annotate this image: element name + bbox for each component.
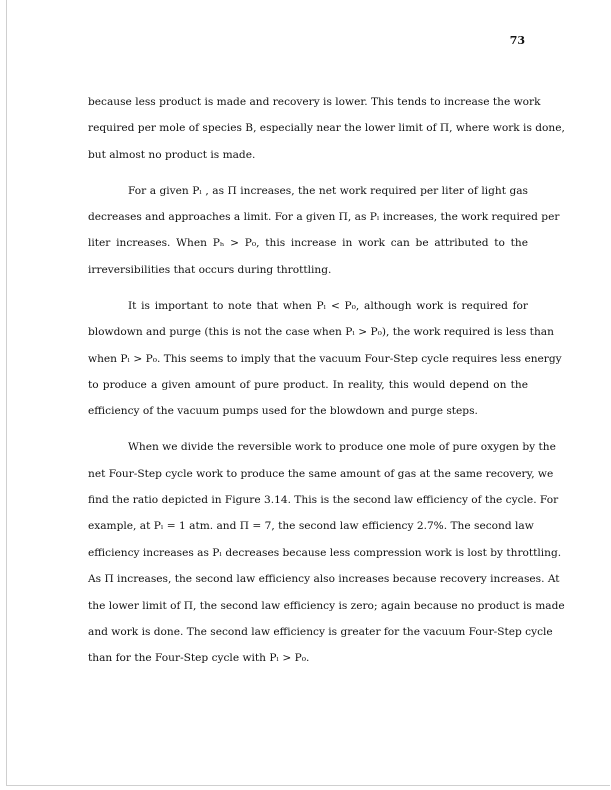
text-line: efficiency of the vacuum pumps used for the blowdown and purge steps. (88, 405, 478, 418)
text-line: required per mole of species B, especially near the lower limit of Π, where work is done, (88, 122, 565, 135)
text-line: when Pₗ > P₀. This seems to imply that the vacuum Four-Step cycle requires less energy (88, 352, 562, 365)
paragraph (88, 438, 565, 676)
text-line: irreversibilities that occurs during throttling. (88, 263, 332, 276)
text-line: It is important to note that when Pₗ < P₀, although work is required for (128, 299, 528, 312)
text-line: than for the Four-Step cycle with Pₗ > P₀. (88, 652, 310, 665)
text-line: As Π increases, the second law efficiency also increases because recovery increases. At (88, 573, 560, 586)
text-line: decreases and approaches a limit. For a given Π, as Pₗ increases, the work required per (88, 211, 560, 224)
text-line: find the ratio depicted in Figure 3.14. This is the second law efficiency of the cycle. For (88, 493, 559, 506)
paragraph (88, 297, 562, 429)
text-line: but almost no product is made. (88, 148, 256, 161)
document-body (88, 93, 565, 685)
text-line: blowdown and purge (this is not the case when Pₗ > P₀), the work required is less than (88, 326, 554, 339)
text-line: When we divide the reversible work to produce one mole of pure oxygen by the (128, 441, 556, 454)
paragraph (88, 182, 560, 288)
text-line: and work is done. The second law efficiency is greater for the vacuum Four-Step cycle (88, 625, 553, 638)
text-line: to produce a given amount of pure product. In reality, this would depend on the (88, 378, 528, 391)
page-number: 73 (509, 34, 525, 47)
text-line: liter increases. When Pₕ > P₀, this increase in work can be attributed to the (88, 237, 528, 250)
text-line: because less product is made and recovery is lower. This tends to increase the work (88, 96, 541, 108)
paragraph (88, 93, 565, 172)
text-line: For a given Pₗ , as Π increases, the net work required per liter of light gas (128, 184, 528, 197)
text-line: example, at Pₗ = 1 atm. and Π = 7, the second law efficiency 2.7%. The second law (88, 520, 534, 533)
text-line: net Four-Step cycle work to produce the same amount of gas at the same recovery, we (88, 467, 554, 480)
text-line: the lower limit of Π, the second law efficiency is zero; again because no product is made (88, 599, 565, 612)
text-line: efficiency increases as Pₗ decreases because less compression work is lost by throttling. (88, 546, 562, 559)
